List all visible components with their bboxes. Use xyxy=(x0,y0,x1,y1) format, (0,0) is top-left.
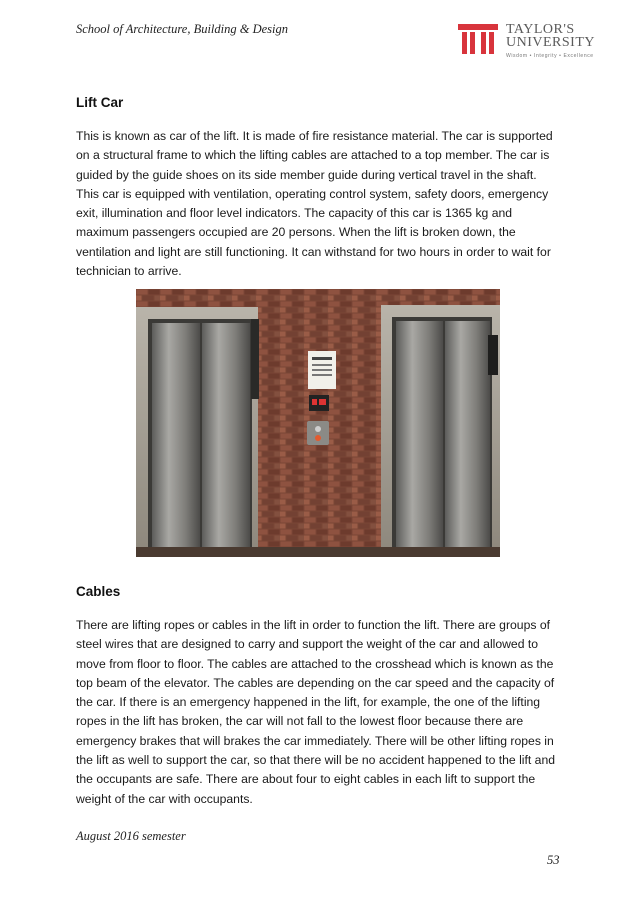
lift-photo xyxy=(136,289,500,557)
university-logo xyxy=(456,20,606,64)
header-school-name: School of Architecture, Building & Design xyxy=(76,22,289,36)
section-heading-cables: Cables xyxy=(76,584,121,599)
paragraph-cables: There are lifting ropes or cables in the lift in order to function the lift. There are groups of steel wires that are designed to carry and support the weight of the car and allowed to move from floor to floor. The cables are attached to the crosshead which is known as the top beam of the elevator. The cables are depending on the car speed and the capacity of the car. If there is an emergency happened in the lift, for example, the one of the lifting ropes in the lift has broken, the car will not fall to the lowest floor because there are emergency brakes that will brakes the car immediately. There will be other lifting ropes in the lift as well to support the car, so that there will be no accident happened to the lift and the occupants are safe. There are about four to eight cables in each lift to support the weight of the car with occupants. xyxy=(76,618,555,806)
logo-name: TAYLOR'S UNIVERSITY xyxy=(506,22,595,50)
paragraph-lift-car: This is known as car of the lift. It is made of fire resistance material. The car is supported on a structural frame to which the lifting cables are attached to a top member. The car is guided by the guide shoes on its side member guide during vertical travel in the shaft. This car is equipped with ventilation, operating control system, safety doors, emergency exit, illumination and floor level indicators. The capacity of this car is 1365 kg and maximum passengers occupied are 20 persons. When the lift is broken down, the ventilation and light are still functioning. It can withstand for two hours in order to wait for technician to arrive. xyxy=(76,129,553,279)
taylors-crest-icon xyxy=(456,20,500,56)
page-number: 53 xyxy=(547,853,560,867)
section-heading-lift-car: Lift Car xyxy=(76,95,124,110)
logo-tagline: Wisdom • Integrity • Excellence xyxy=(506,53,594,59)
footer-semester: August 2016 semester xyxy=(76,829,186,843)
elevator-lobby-image xyxy=(136,289,500,557)
